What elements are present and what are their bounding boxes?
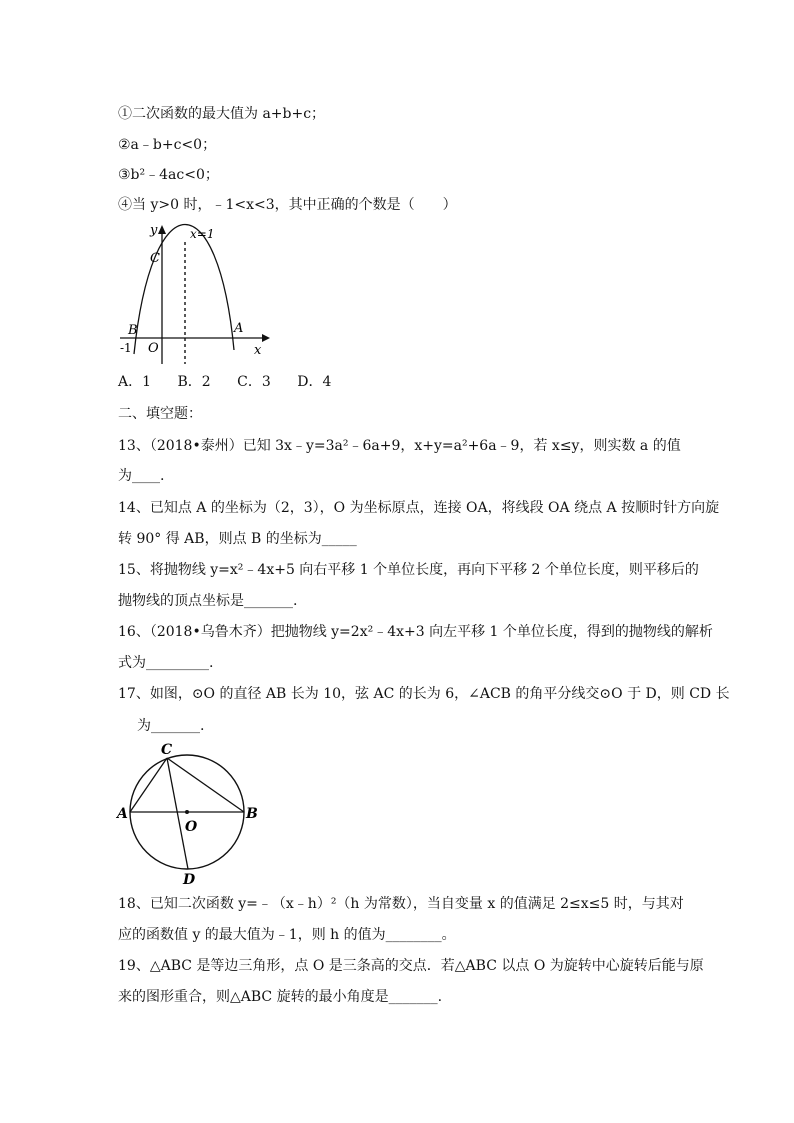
q19-line2: 来的图形重合，则△ABC 旋转的最小角度是_______. [118,989,443,1005]
q13-line1: 13、（2018•泰州）已知 3x﹣y=3a²﹣6a+9，x+y=a²+6a﹣9，若 x≤y，则实数 a 的值 [118,438,681,454]
q18-line1: 18、已知二次函数 y=﹣（x﹣h）²（h 为常数），当自变量 x 的值满足 2≤x≤5 时，与其对 [118,896,684,912]
q18-line2: 应的函数值 y 的最大值为﹣1，则 h 的值为________。 [118,927,456,943]
circle-point-a-label: A [117,806,128,822]
point-b-label: B [128,323,138,338]
x-axis-label: x [254,343,262,358]
circle-point-b-label: B [246,806,258,822]
circle-center-label: O [185,819,198,835]
circle-figure [115,740,265,885]
q13-line2: 为____. [118,468,165,484]
answer-choices [118,372,353,392]
statement-3: ③b²﹣4ac<0； [118,167,219,183]
q16-line1: 16、（2018•乌鲁木齐）把抛物线 y=2x²﹣4x+3 向左平移 1 个单位长度，得到的抛物线的解析 [118,624,713,640]
q16-line2: 式为_________. [118,655,214,671]
choice-a: A．1 [118,374,152,390]
circle-point-c-label: C [161,742,173,758]
choice-c: C．3 [237,374,271,390]
q17-line1: 17、如图，⊙O 的直径 AB 长为 10，弦 AC 的长为 6，∠ACB 的角平分线交⊙O 于 D，则 CD 长 [118,686,730,702]
neg-one-label: -1 [120,341,132,355]
y-axis-label: y [150,223,158,238]
q17-line2: 为_______. [137,718,205,734]
q15-line1: 15、将抛物线 y=x²﹣4x+5 向右平移 1 个单位长度，再向下平移 2 个单位长度，则平移后的 [118,562,699,578]
choice-d: D．4 [297,374,332,390]
point-c-label: C [150,251,160,266]
statement-1: ①二次函数的最大值为 a+b+c； [118,106,326,122]
point-a-label: A [234,321,244,336]
q14-line2: 转 90° 得 AB，则点 B 的坐标为_____ [118,531,357,547]
q14-line1: 14、已知点 A 的坐标为（2，3），O 为坐标原点，连接 OA，将线段 OA 绕点 A 按顺时针方向旋 [118,500,720,516]
origin-label: O [148,341,159,356]
q15-line2: 抛物线的顶点坐标是_______. [118,593,298,609]
statement-2: ②a﹣b+c<0； [118,137,217,153]
choice-b: B．2 [177,374,211,390]
parabola-figure [112,222,272,372]
section-title: 二、填空题： [118,406,202,422]
q19-line1: 19、△ABC 是等边三角形，点 O 是三条高的交点．若△ABC 以点 O 为旋转中心旋转后能与原 [118,958,704,974]
symmetry-line-label: x=1 [190,227,215,241]
circle-point-d-label: D [183,872,196,885]
statement-4: ④当 y>0 时，﹣1<x<3，其中正确的个数是（ ） [118,197,457,213]
